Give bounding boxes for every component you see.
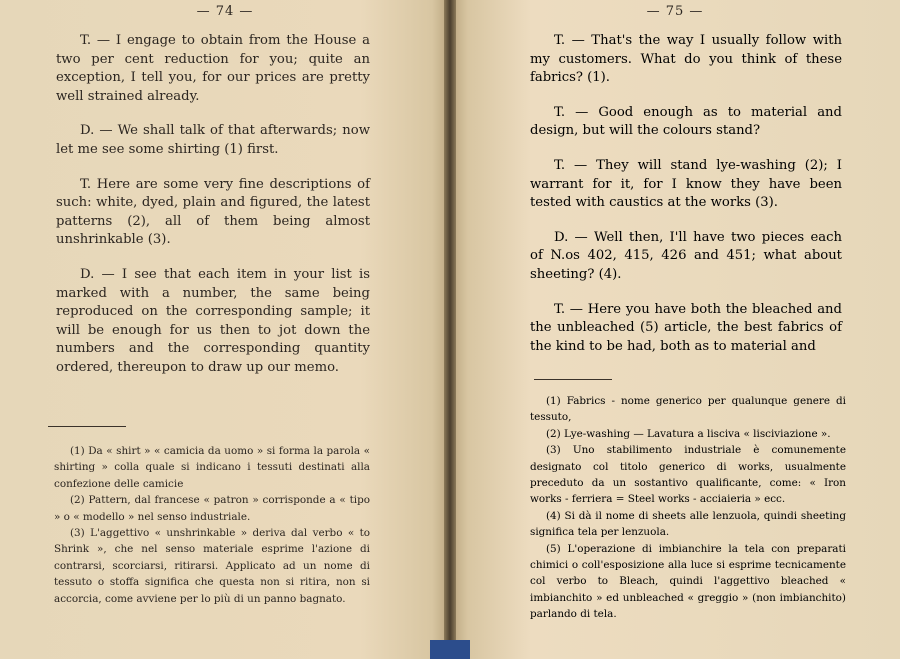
footnote-rule [48, 426, 126, 427]
footnote: (3) Uno stabilimento industriale è comunemente designato col titolo generico di works, usualmente preceduto da un sostantivo qualificante, come: « Iron works - ferriera = Steel works - acciaieria » ecc. [530, 444, 846, 506]
footnote: (3) L'aggettivo « unshrinkable » deriva dal verbo « to Shrink », che nel senso materiale esprime l'azione di contrarsi, scorciarsi, ritirarsi. Applicato ad un nome di tessuto o stoffa significa che questa non si ritira, non si accorcia, come avviene per lo più di un panno bagnato. [54, 527, 370, 605]
paragraph: D. — Well then, I'll have two pieces each of N.os 402, 415, 426 and 451; what about sheeting? (4). [530, 229, 842, 282]
footnotes [54, 443, 370, 607]
paragraph: T. — That's the way I usually follow with my customers. What do you think of these fabrics? (1). [530, 33, 842, 86]
paragraph: T. Here are some very fine descriptions of such: white, dyed, plain and figured, the latest patterns (2), all of them being almost unshrinkable (3). [56, 176, 370, 248]
footnote: (2) Lye-washing — Lavatura a lisciva « lisciviazione ». [546, 427, 831, 440]
footnote: (1) Fabrics - nome generico per qualunque genere di tessuto, [530, 395, 846, 424]
footnote: (1) Da « shirt » « camicia da uomo » si forma la parola « shirting » colla quale si indicano i tessuti destinati alla confezione delle camicie [54, 445, 370, 490]
footnote: (4) Si dà il nome di sheets alle lenzuola, quindi sheeting significa tela per lenzuola. [530, 509, 846, 539]
page-number: — 75 — [646, 4, 704, 19]
paragraph: D. — I see that each item in your list is marked with a number, the same being reproduced on the corresponding sample; it will be enough for us then to jot down the numbers and the corresponding quantity ordered, thereupon to draw up our memo. [56, 266, 370, 375]
footnote-rule [534, 379, 612, 380]
paragraph: D. — We shall talk of that afterwards; now let me see some shirting (1) first. [56, 123, 370, 157]
paragraph: T. — Good enough as to material and design, but will the colours stand? [530, 104, 842, 139]
footnote: (5) L'operazione di imbianchire la tela con preparati chimici o coll'esposizione alla luce si esprime tecnicamente col verbo to Bleach, quindi l'aggettivo bleached « imbianchito » ed unbleached « greggio » (non imbianchito) parlando di tela. [530, 542, 846, 621]
footnotes-right [530, 393, 846, 623]
paragraph: T. — They will stand lye-washing (2); I warrant for it, for I know they have been tested with caustics at the works (3). [530, 157, 842, 211]
paragraph: T. — I engage to obtain from the House a two per cent reduction for you; quite an exception, I tell you, for our prices are pretty well strained already. [56, 33, 370, 104]
binding-cloth [430, 640, 470, 659]
book-gutter [444, 0, 456, 659]
dialogue-text [56, 32, 370, 394]
footnote: (2) Pattern, dal francese « patron » corrisponde a « tipo » o « modello » nel senso industriale. [54, 494, 370, 523]
page-number: — 74 — [196, 4, 254, 19]
paragraph: T. — Here you have both the bleached and the unbleached (5) article, the best fabrics of the kind to be had, both as to material and [530, 301, 842, 354]
dialogue-text-right [530, 32, 842, 372]
